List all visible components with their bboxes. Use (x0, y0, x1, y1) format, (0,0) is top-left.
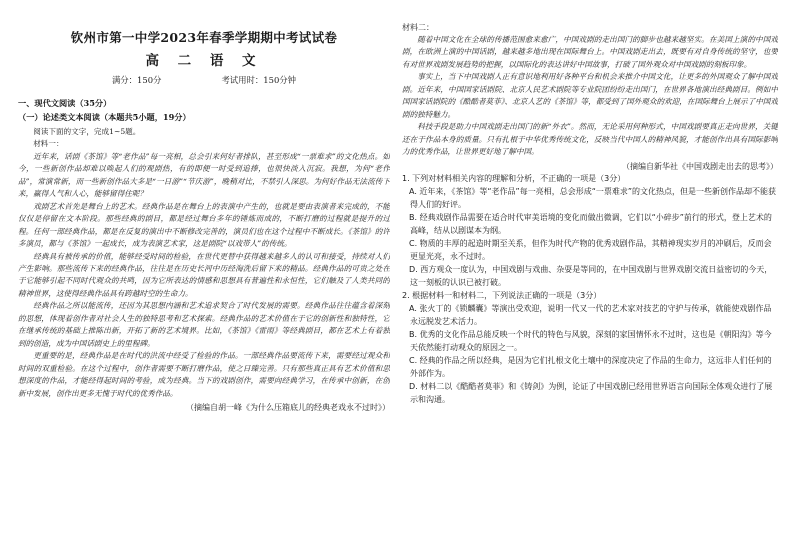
question-2-option-a: A. 张火丁的《锁麟囊》等演出受欢迎，说明一代又一代的艺术家对技艺的守护与传承，就能使戏剧作品永远脱发艺术活力。 (409, 303, 772, 326)
exam-time: 考试用时：150分钟 (221, 75, 297, 85)
material-two-paragraph: 随着中国文化在全球的传播范围愈来愈广，中国戏剧的走出国门的脚步也越来越坚实。在美国上演的中国戏剧，在欧洲上演的中国话剧，越来越多地出现在国际舞台上。中国戏剧走出去，既要有对自身传统的坚守，也要有对世界戏剧发展趋势的把握，以国际化的表达讲好中国故事，打破了国外观众对中国戏剧的刻板印象。 (402, 35, 778, 69)
material-one-paragraph: 更重要的是，经典作品是在时代的洪流中经受了检验的作品。一部经典作品要流传下来，需要经过观众和时间的双重检验。在这个过程中，创作者需要不断打磨作品，使之日臻完善。只有那些真正具有艺术价值和思想深度的作品，才能经得起时间的考验，成为经典。当下的戏剧创作，需要向经典学习，在传承中创新，在创新中发展，创作出更多无愧于时代的优秀作品。 (18, 351, 390, 398)
subsection-heading: （一）论述类文本阅读（本题共5小题，19分） (18, 112, 191, 122)
question-1-option-c: C. 物质的丰厚的起造时期至关系，但作为时代产物的优秀戏剧作品，其精神现实岁月的冲刷后，反而会更显光亮，永不过时。 (409, 238, 772, 261)
material-one-paragraph: 经典作品之所以能流传，还因为其思想内涵和艺术追求契合了时代发展的需要。经典作品往往蕴含着深刻的思想，体现着创作者对社会人生的独特思考和艺术探索。经典作品的艺术价值在于它的创新性和独特性，它在继承传统的基础上推陈出新，开拓了新的艺术境界。比如，《茶馆》《雷雨》等经典剧目，都在艺术上有着独到的创造，成为中国话剧史上的里程碑。 (18, 301, 390, 348)
question-1-option-d: D. 西方观众一度认为，中国戏剧与戏曲、杂耍是等同的，在中国戏剧与世界戏剧交流日益密切的今天，这一刻板的认识已被打破。 (409, 264, 773, 287)
question-1-option-b: B. 经典戏剧作品需要在适合时代审美语境的变化而做出微调，它们以“小碎步”前行的形式，登上艺术的高峰，结从以剧谋本为纲。 (409, 212, 772, 235)
exam-meta (18, 74, 390, 86)
material-one-source: （摘编自胡一峰《为什么压箱底儿的经典老戏永不过时》） (186, 402, 390, 412)
exam-subject: 高 二 语 文 (145, 53, 263, 69)
material-two-paragraph: 科技手段是助力中国戏剧走出国门的新“外衣”。然而，无论采用何种形式，中国戏剧要真正走向世界，关键还在于作品本身的质量。只有扎根于中华优秀传统文化，反映当代中国人的精神风貌，才能创作出具有国际影响力的优秀作品，让世界更好地了解中国。 (402, 122, 778, 157)
question-2-option-d: D. 材料二以《酷酷者莫菲》和《铸剑》为例，论证了中国戏剧已经用世界语言向国际全体观众进行了展示和沟通。 (409, 381, 773, 404)
question-1-stem: 1. 下列对材料相关内容的理解和分析，不正确的一项是（3分） (402, 173, 626, 183)
question-2-option-b: B. 优秀的文化作品总能反映一个时代的特色与风貌，深刻的家国情怀永不过时，这也是《朝阳沟》等今天依然能打动观众的原因之一。 (409, 329, 772, 352)
reading-instruction: 阅读下面的文字，完成1~5题。 (33, 127, 141, 136)
exam-title: 钦州市第一中学2023年春季学期期中考试试卷 (70, 30, 338, 45)
material-one-paragraph: 近年来，话剧《茶馆》等“老作品”每一亮相，总会引来何好者排队，甚至形成“一票难求”的文化热点。如今，一些新创作品却难以唤起人们的观剧热，有的即便一时受到追捧，也很快淡入沉寂。我想，为何“老作品”，常演常新，而一些新创作品大多是“一日游”“节庆游”，晚稍对比，不禁引人深思。为何好作品无法流传下来，赢得人气和人心，能够留得住呢？ (18, 151, 390, 199)
material-two-source: （摘编自新华社《中国戏剧走出去的思考》） (622, 161, 778, 171)
section-heading: 一、现代文阅读（35分） (18, 98, 112, 108)
right-column (402, 22, 778, 552)
exam-score: 满分：150分 (111, 75, 162, 85)
material-two-label: 材料二： (402, 23, 434, 32)
material-one-label: 材料一： (33, 139, 64, 149)
left-column (18, 22, 390, 552)
question-2-option-c: C. 经典的作品之所以经典，是因为它们扎根文化土壤中的深度决定了作品的生命力，这远非人们任何的外部作为。 (409, 355, 772, 378)
material-one-paragraph: 经典具有被传承的价值，能够经受时间的检验，在世代更替中获得越来越多人的认可和接受，持续对人们产生影响。那些流传下来的经典作品，往往是在历史长河中历经淘洗后留下来的精品。经典作品的可贵之处在于它能够引起不同时代观众的共鸣，因为它所表达的情感和思想具有普遍性和永恒性，它们触及了人类共同的精神世界，这使得经典作品具有跨越时空的生命力。 (18, 251, 390, 298)
material-one-paragraph: 戏剧艺术首先是舞台上的艺术。经典作品是在舞台上的表演中产生的，也就是要由表演者来完成的，不能仅仅是停留在文本阶段。那些经典的剧目，都是经过舞台多年的锤炼而成的，不断打磨的过程就是提升的过程。任何一部经典作品，都是在反复的演出中不断修改完善的，演员们也在这个过程中不断成长。《茶馆》的许多演员，都与《茶馆》一起成长，成为表演艺术家，这是剧院“以戏带人”的传统。 (18, 201, 390, 249)
question-1-option-a: A. 近年来，《茶馆》等“老作品”每一亮相，总会形成“一票难求”的文化热点，但是一些新创作品却不能获得人们的好评。 (409, 186, 776, 209)
material-two-paragraph: 事实上，当下中国戏剧人正有意识地利用好各种平台和机会来推介中国文化，让更多的外国观众了解中国戏剧。近年来，中国国家话剧院、北京人民艺术剧院等专业院团纷纷走出国门，在世界各地演出经典剧目。例如中国国家话剧院的《酷酷者莫菲》、北京人艺的《茶馆》等，都受到了国外观众的欢迎，在国际舞台上展示了中国戏剧的独特魅力。 (402, 72, 778, 119)
question-2-stem: 2. 根据材料一和材料二，下列说法正确的一项是（3分） (402, 290, 602, 300)
